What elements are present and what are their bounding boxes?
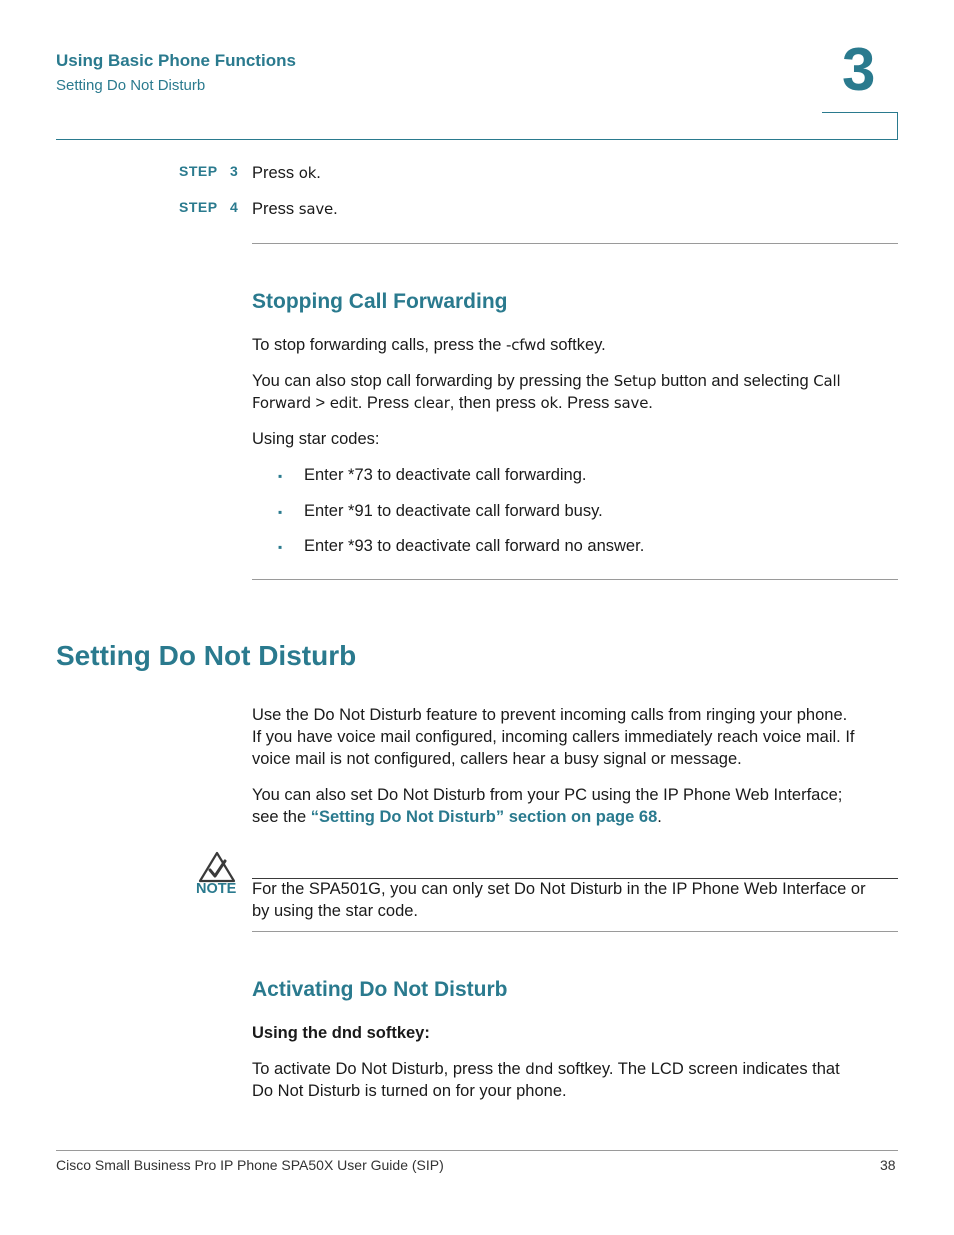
note-text [252, 878, 902, 922]
line: For the SPA501G, you can only set Do Not Disturb in the IP Phone Web Interface or [252, 880, 866, 898]
line: by using the star code. [252, 902, 419, 920]
list-item [278, 535, 645, 558]
note-check-icon [198, 851, 236, 883]
bullet-icon: ▪ [278, 540, 283, 554]
step-row [179, 199, 238, 217]
list-item [278, 464, 587, 487]
text: button and selecting [656, 372, 814, 390]
bullet-icon: ▪ [278, 505, 283, 519]
softkey-name: edit [329, 394, 358, 412]
bullet-icon: ▪ [278, 469, 283, 483]
note-label: NOTE [196, 881, 237, 897]
text: You can also stop call forwarding by pressing the [252, 372, 614, 390]
menu-name: Forward [252, 394, 311, 412]
step-number: 4 [230, 199, 239, 215]
dnd-heading: Setting Do Not Disturb [56, 640, 357, 671]
stopping-paragraph-3: Using star codes: [252, 430, 380, 448]
text: . Press [357, 394, 414, 412]
text: . Press [557, 394, 614, 412]
page-number: 38 [880, 1157, 896, 1173]
list-item-text: Enter *73 to deactivate call forwarding. [304, 466, 587, 484]
text: > [310, 394, 330, 412]
stopping-paragraph-2 [252, 370, 902, 414]
line [252, 370, 902, 392]
line [252, 806, 902, 828]
text: softkey. The LCD screen indicates that [553, 1060, 840, 1078]
line: voice mail is not configured, callers hear a busy signal or message. [252, 750, 742, 768]
list-item-text: Enter *91 to deactivate call forward busy. [304, 502, 603, 520]
text: , then press [449, 394, 541, 412]
step-text-pre: Press [252, 200, 299, 218]
list-item [278, 500, 603, 523]
line [252, 1058, 902, 1080]
list-item-text: Enter *93 to deactivate call forward no answer. [304, 537, 645, 555]
step-text-pre: Press [252, 164, 299, 182]
line: Use the Do Not Disturb feature to prevent incoming calls from ringing your phone. [252, 706, 848, 724]
softkey-name: ok [540, 394, 558, 412]
activating-subhead: Using the dnd softkey: [252, 1024, 430, 1042]
step-row [179, 163, 238, 181]
step-label: STEP [179, 163, 218, 179]
step-number: 3 [230, 163, 239, 179]
text: see the [252, 808, 311, 826]
footer-title: Cisco Small Business Pro IP Phone SPA50X User Guide (SIP) [56, 1157, 444, 1173]
activating-paragraph [252, 1058, 902, 1102]
line [252, 392, 902, 414]
text: . [648, 394, 653, 412]
header-rule [56, 139, 898, 140]
dnd-paragraph-1 [252, 704, 902, 770]
softkey-name: dnd [525, 1060, 554, 1078]
footer-rule [56, 1150, 898, 1151]
menu-name: Call [813, 372, 841, 390]
chapter-number: 3 [842, 36, 876, 103]
button-name: Setup [613, 372, 657, 390]
line: If you have voice mail configured, incoming callers immediately reach voice mail. If [252, 728, 855, 746]
chapter-title: Using Basic Phone Functions [56, 51, 296, 70]
step-key: save [298, 200, 334, 218]
step-text [252, 162, 321, 184]
step-text [252, 198, 338, 220]
step-text-post: . [333, 200, 338, 218]
step-key: ok [298, 164, 317, 182]
cross-reference-link[interactable]: “Setting Do Not Disturb” section on page 68 [310, 808, 658, 826]
section-title: Setting Do Not Disturb [56, 77, 206, 94]
section-rule [252, 243, 898, 244]
stopping-heading: Stopping Call Forwarding [252, 290, 508, 313]
line: Do Not Disturb is turned on for your phone. [252, 1082, 567, 1100]
activating-heading: Activating Do Not Disturb [252, 978, 508, 1001]
text: softkey. [545, 336, 606, 354]
softkey-name: -cfwd [506, 336, 546, 354]
step-text-post: . [316, 164, 321, 182]
step-label: STEP [179, 199, 218, 215]
text: To activate Do Not Disturb, press the [252, 1060, 526, 1078]
text: . [657, 808, 662, 826]
text: To stop forwarding calls, press the [252, 336, 507, 354]
section-rule [252, 579, 898, 580]
line: You can also set Do Not Disturb from your PC using the IP Phone Web Interface; [252, 786, 843, 804]
chapter-tab-box [822, 112, 898, 139]
dnd-paragraph-2 [252, 784, 902, 828]
note-bottom-rule [252, 931, 898, 932]
stopping-paragraph-1 [252, 334, 902, 356]
softkey-name: clear [413, 394, 450, 412]
softkey-name: save [613, 394, 649, 412]
